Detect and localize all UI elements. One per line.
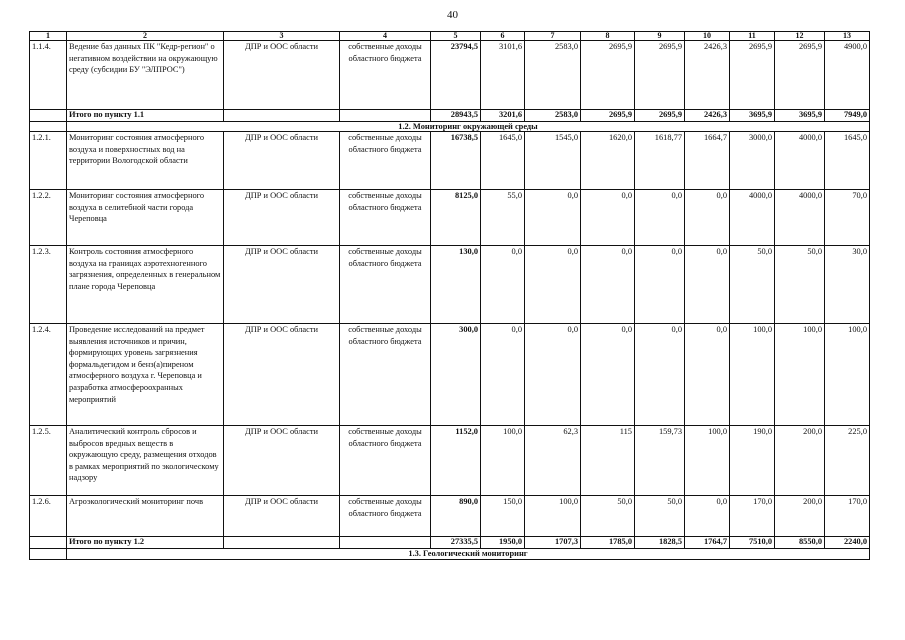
amount-cell: 225,0 <box>825 426 870 496</box>
amount-cell: 3101,6 <box>481 41 525 110</box>
amount-cell: 1664,7 <box>685 132 730 190</box>
amount-cell: 3695,9 <box>775 110 825 122</box>
item-number: 1.2.6. <box>30 496 67 537</box>
amount-cell: 0,0 <box>635 324 685 426</box>
table-row <box>30 426 870 496</box>
amount-cell: 100,0 <box>685 426 730 496</box>
column-header: 8 <box>581 32 635 41</box>
table-row <box>30 324 870 426</box>
column-header: 11 <box>730 32 775 41</box>
total-amount: 300,0 <box>431 324 481 426</box>
column-header: 6 <box>481 32 525 41</box>
amount-cell: 200,0 <box>775 496 825 537</box>
amount-cell: 100,0 <box>775 324 825 426</box>
item-number: 1.2.5. <box>30 426 67 496</box>
amount-cell: 0,0 <box>685 324 730 426</box>
amount-cell: 100,0 <box>730 324 775 426</box>
amount-cell: 30,0 <box>825 246 870 324</box>
amount-cell: 1645,0 <box>481 132 525 190</box>
column-number-row <box>30 32 870 41</box>
empty-cell <box>30 549 67 560</box>
table-row <box>30 246 870 324</box>
amount-cell: 50,0 <box>635 496 685 537</box>
amount-cell: 2695,9 <box>730 41 775 110</box>
amount-cell: 4900,0 <box>825 41 870 110</box>
amount-cell: 3695,9 <box>730 110 775 122</box>
item-executor: ДПР и ООС области <box>224 246 340 324</box>
funding-source: собственные доходы областного бюджета <box>340 190 431 246</box>
empty-cell <box>30 122 67 132</box>
amount-cell: 2426,3 <box>685 41 730 110</box>
amount-cell: 2583,0 <box>525 41 581 110</box>
amount-cell: 2240,0 <box>825 537 870 549</box>
table-row <box>30 496 870 537</box>
empty-cell <box>340 537 431 549</box>
amount-cell: 0,0 <box>685 190 730 246</box>
amount-cell: 0,0 <box>685 246 730 324</box>
amount-cell: 2695,9 <box>581 110 635 122</box>
amount-cell: 3000,0 <box>730 132 775 190</box>
funding-source: собственные доходы областного бюджета <box>340 426 431 496</box>
empty-cell <box>340 110 431 122</box>
amount-cell: 115 <box>581 426 635 496</box>
amount-cell: 1618,77 <box>635 132 685 190</box>
amount-cell: 27335,5 <box>431 537 481 549</box>
amount-cell: 7949,0 <box>825 110 870 122</box>
amount-cell: 50,0 <box>775 246 825 324</box>
item-name: Мониторинг состояния атмосферного воздуха и поверхностных вод на территории Вологодской области <box>67 132 224 190</box>
amount-cell: 0,0 <box>481 246 525 324</box>
funding-source: собственные доходы областного бюджета <box>340 132 431 190</box>
amount-cell: 0,0 <box>635 246 685 324</box>
column-header: 5 <box>431 32 481 41</box>
funding-source: собственные доходы областного бюджета <box>340 496 431 537</box>
amount-cell: 0,0 <box>581 190 635 246</box>
amount-cell: 3201,6 <box>481 110 525 122</box>
total-amount: 16738,5 <box>431 132 481 190</box>
column-header: 4 <box>340 32 431 41</box>
total-amount: 130,0 <box>431 246 481 324</box>
amount-cell: 1785,0 <box>581 537 635 549</box>
amount-cell: 159,73 <box>635 426 685 496</box>
total-amount: 890,0 <box>431 496 481 537</box>
column-header: 7 <box>525 32 581 41</box>
item-name: Ведение баз данных ПК "Кедр-регион" о негативном воздействии на окружающую среду (субсидии БУ "ЭЛПРОС") <box>67 41 224 110</box>
column-header: 12 <box>775 32 825 41</box>
empty-cell <box>30 537 67 549</box>
amount-cell: 2583,0 <box>525 110 581 122</box>
item-executor: ДПР и ООС области <box>224 426 340 496</box>
amount-cell: 150,0 <box>481 496 525 537</box>
item-executor: ДПР и ООС области <box>224 324 340 426</box>
amount-cell: 0,0 <box>635 190 685 246</box>
empty-cell <box>224 537 340 549</box>
amount-cell: 100,0 <box>481 426 525 496</box>
subtotal-row <box>30 537 870 549</box>
item-number: 1.2.1. <box>30 132 67 190</box>
amount-cell: 70,0 <box>825 190 870 246</box>
amount-cell: 0,0 <box>581 324 635 426</box>
subtotal-label: Итого по пункту 1.1 <box>67 110 224 122</box>
item-name: Аналитический контроль сбросов и выбросов вредных веществ в окружающую среду, размещения отходов в рамках мероприятий по экологическому надзору <box>67 426 224 496</box>
amount-cell: 1707,3 <box>525 537 581 549</box>
amount-cell: 2695,9 <box>635 110 685 122</box>
amount-cell: 50,0 <box>581 496 635 537</box>
total-amount: 1152,0 <box>431 426 481 496</box>
subtotal-label: Итого по пункту 1.2 <box>67 537 224 549</box>
total-amount: 23794,5 <box>431 41 481 110</box>
column-header: 10 <box>685 32 730 41</box>
amount-cell: 1645,0 <box>825 132 870 190</box>
amount-cell: 0,0 <box>525 246 581 324</box>
funding-source: собственные доходы областного бюджета <box>340 324 431 426</box>
amount-cell: 1828,5 <box>635 537 685 549</box>
item-executor: ДПР и ООС области <box>224 190 340 246</box>
amount-cell: 100,0 <box>825 324 870 426</box>
amount-cell: 7510,0 <box>730 537 775 549</box>
amount-cell: 0,0 <box>525 190 581 246</box>
amount-cell: 55,0 <box>481 190 525 246</box>
column-header: 9 <box>635 32 685 41</box>
table-row <box>30 132 870 190</box>
section-header-row <box>30 122 870 132</box>
subtotal-row <box>30 110 870 122</box>
column-header: 1 <box>30 32 67 41</box>
item-number: 1.2.3. <box>30 246 67 324</box>
budget-table <box>29 31 870 560</box>
funding-source: собственные доходы областного бюджета <box>340 246 431 324</box>
table-row <box>30 190 870 246</box>
amount-cell: 190,0 <box>730 426 775 496</box>
section-header-row <box>30 549 870 560</box>
item-name: Контроль состояния атмосферного воздуха на границах аэротехногенного загрязнения, определенных в генеральном плане города Череповца <box>67 246 224 324</box>
amount-cell: 1620,0 <box>581 132 635 190</box>
page-number: 40 <box>447 9 458 21</box>
amount-cell: 62,3 <box>525 426 581 496</box>
amount-cell: 1545,0 <box>525 132 581 190</box>
amount-cell: 0,0 <box>481 324 525 426</box>
total-amount: 8125,0 <box>431 190 481 246</box>
column-header: 3 <box>224 32 340 41</box>
column-header: 2 <box>67 32 224 41</box>
amount-cell: 100,0 <box>525 496 581 537</box>
empty-cell <box>224 110 340 122</box>
empty-cell <box>30 110 67 122</box>
item-executor: ДПР и ООС области <box>224 132 340 190</box>
amount-cell: 0,0 <box>685 496 730 537</box>
amount-cell: 1764,7 <box>685 537 730 549</box>
amount-cell: 28943,5 <box>431 110 481 122</box>
amount-cell: 170,0 <box>825 496 870 537</box>
amount-cell: 50,0 <box>730 246 775 324</box>
amount-cell: 4000,0 <box>775 190 825 246</box>
item-name: Мониторинг состояния атмосферного воздуха в селитебной части города Череповца <box>67 190 224 246</box>
amount-cell: 4000,0 <box>775 132 825 190</box>
amount-cell: 2695,9 <box>581 41 635 110</box>
section-title: 1.3. Геологический мониторинг <box>67 549 870 560</box>
amount-cell: 200,0 <box>775 426 825 496</box>
item-number: 1.2.4. <box>30 324 67 426</box>
item-name: Проведение исследований на предмет выявления источников и причин, формирующих уровень загрязнения формальдегидом и бенз(а)пиреном атмосферного воздуха г. Череповца и разработка атмосфероохранных мероприятий <box>67 324 224 426</box>
amount-cell: 1950,0 <box>481 537 525 549</box>
item-name: Агроэкологический мониторинг почв <box>67 496 224 537</box>
item-executor: ДПР и ООС области <box>224 496 340 537</box>
item-number: 1.1.4. <box>30 41 67 110</box>
amount-cell: 2426,3 <box>685 110 730 122</box>
amount-cell: 0,0 <box>525 324 581 426</box>
section-title: 1.2. Мониторинг окружающей среды <box>67 122 870 132</box>
amount-cell: 8550,0 <box>775 537 825 549</box>
column-header: 13 <box>825 32 870 41</box>
item-number: 1.2.2. <box>30 190 67 246</box>
amount-cell: 2695,9 <box>775 41 825 110</box>
amount-cell: 0,0 <box>581 246 635 324</box>
table-row <box>30 41 870 110</box>
item-executor: ДПР и ООС области <box>224 41 340 110</box>
amount-cell: 170,0 <box>730 496 775 537</box>
funding-source: собственные доходы областного бюджета <box>340 41 431 110</box>
amount-cell: 2695,9 <box>635 41 685 110</box>
amount-cell: 4000,0 <box>730 190 775 246</box>
